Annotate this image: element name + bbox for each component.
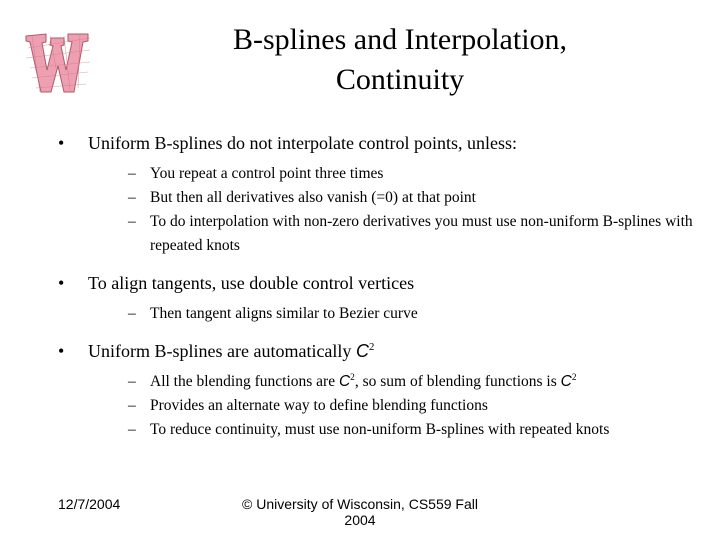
sub-bullet (88, 302, 698, 326)
slide-body (58, 132, 698, 442)
bullet-marker: • (58, 273, 65, 293)
sub-bullet (88, 210, 698, 258)
sub-bullet-marker: – (128, 373, 136, 390)
continuity-superscript: 2 (571, 372, 577, 383)
bullet-3 (58, 340, 698, 442)
sub-bullet (88, 394, 698, 418)
footer-date: 12/7/2004 (58, 496, 121, 512)
continuity-symbol: C (338, 373, 351, 390)
sub-bullet-marker: – (128, 305, 136, 322)
bullet-3-text: Uniform B-splines are automatically (88, 341, 356, 361)
sub-bullet-text: To do interpolation with non-zero derivatives you must use non-uniform B-splines with repeated knots (150, 213, 693, 254)
sub-bullet-text: Provides an alternate way to define blending functions (150, 397, 488, 414)
continuity-superscript: 2 (368, 341, 375, 353)
bullet-marker: • (58, 341, 65, 361)
sub-bullet-text: All the blending functions are (150, 373, 339, 390)
sub-bullet-text: Then tangent aligns similar to Bezier curve (150, 305, 418, 322)
sub-bullet (88, 186, 698, 210)
bullet-1-text: Uniform B-splines do not interpolate control points, unless: (88, 133, 517, 153)
bullet-2-text: To align tangents, use double control vertices (88, 273, 415, 293)
continuity-symbol: C (355, 341, 369, 361)
sub-bullet-marker: – (128, 421, 136, 438)
continuity-superscript: 2 (350, 372, 355, 383)
continuity-symbol: C (560, 373, 572, 390)
sub-bullet-text: You repeat a control point three times (150, 165, 384, 182)
footer-copyright: © University of Wisconsin, CS559 Fall 2004 (242, 496, 478, 528)
sub-bullet (88, 162, 698, 186)
sub-bullet-marker: – (128, 165, 136, 182)
sub-bullet-text: To reduce continuity, must use non-uniform B-splines with repeated knots (150, 421, 610, 438)
bullet-1 (58, 132, 698, 258)
sub-bullet-marker: – (128, 189, 136, 206)
bullet-marker: • (58, 133, 65, 153)
sub-bullet-marker: – (128, 397, 136, 414)
sub-bullet (88, 370, 698, 394)
sub-bullet (88, 418, 698, 442)
bullet-2 (58, 272, 698, 326)
title-line-2: Continuity (335, 63, 465, 96)
title-line-1: B-splines and Interpolation, (232, 23, 568, 56)
slide-title (120, 20, 680, 100)
sub-bullet-marker: – (128, 213, 136, 230)
sub-bullet-text: , so sum of blending functions is (354, 373, 561, 390)
sub-bullet-text: But then all derivatives also vanish (=0) at that point (150, 189, 476, 206)
wisconsin-w-logo-icon (20, 28, 92, 100)
